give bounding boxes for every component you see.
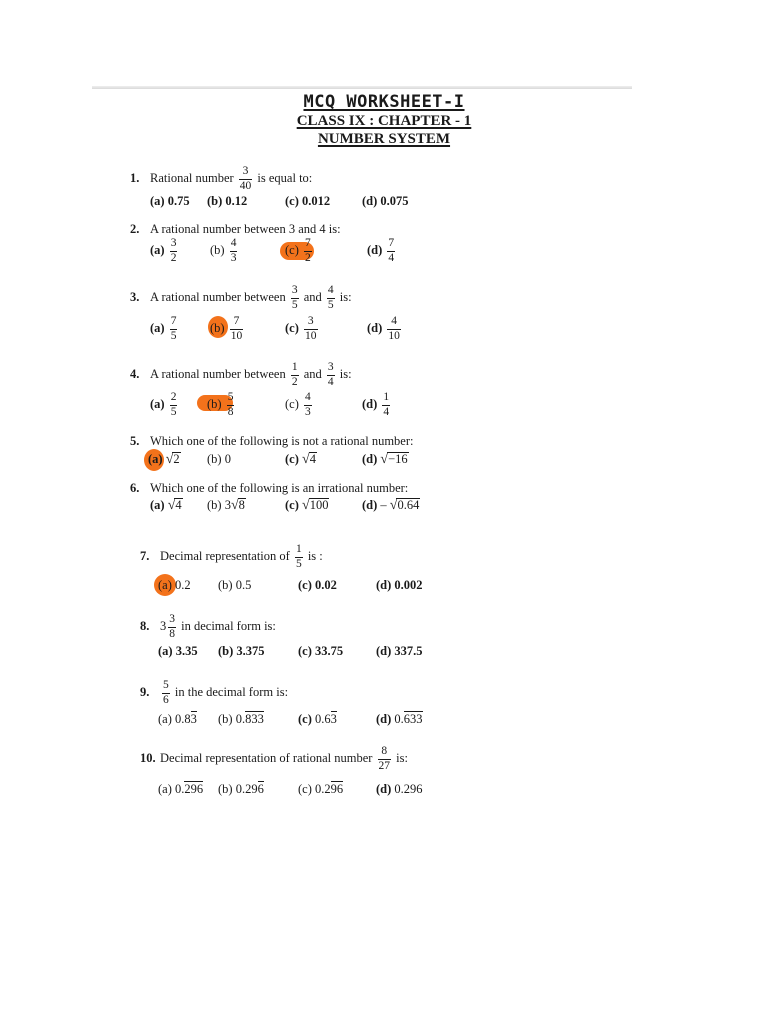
question-9: 9. $\frac{5}{6}$ in the decimal form is: [140, 679, 289, 706]
question-6: 6. Which one of the following is an irrational number: [130, 481, 409, 495]
q2-option-a[interactable]: (a) $\frac{3}{2}$ [150, 237, 177, 264]
q8-option-a[interactable]: (a) 3.35 [158, 644, 198, 658]
q7-option-b[interactable]: (b) 0.5 [218, 578, 252, 592]
q1-option-c[interactable]: (c) 0.012 [285, 194, 331, 208]
q8-option-b[interactable]: (b) 3.375 [218, 644, 265, 658]
q4-option-b[interactable]: (b) $\frac{5}{8}$ [207, 391, 234, 418]
q5-option-c[interactable]: (c) √ 4 [285, 452, 316, 467]
q5-option-d[interactable]: (d) √ −16 [362, 452, 408, 467]
q7-option-d[interactable]: (d) 0.002 [376, 578, 423, 592]
q6-option-a[interactable]: (a) √ 4 [150, 498, 182, 513]
q3-option-b[interactable]: (b) $\frac{7}{10}$ [210, 315, 243, 342]
q8-option-d[interactable]: (d) 337.5 [376, 644, 423, 658]
worksheet-title: MCQ WORKSHEET-I [303, 92, 465, 112]
q3-option-a[interactable]: (a) $\frac{7}{5}$ [150, 315, 177, 342]
q6-option-b[interactable]: (b) 3 √ 8 [207, 498, 245, 513]
question-1: 1. Rational number $\frac{3}{40}$ is equal to: [130, 165, 313, 192]
fraction: $\frac{3}{40}$ [239, 165, 252, 192]
q10-option-d[interactable]: (d) 0.296 [376, 782, 423, 796]
q10-option-b[interactable]: (b) 0.296 [218, 782, 264, 796]
q1-option-b[interactable]: (b) 0.12 [207, 194, 248, 208]
top-divider [92, 86, 632, 89]
question-2: 2. A rational number between 3 and 4 is: [130, 222, 341, 236]
question-4: 4. A rational number between $\frac{1}{2}$ and $\frac{3}{4}$ is: [130, 361, 352, 388]
q8-option-c[interactable]: (c) 33.75 [298, 644, 344, 658]
q9-option-b[interactable]: (b) 0.833 [218, 712, 264, 726]
q7-option-a[interactable]: (a) 0.2 [158, 578, 191, 592]
q4-option-d[interactable]: (d) $\frac{1}{4}$ [362, 391, 390, 418]
question-7: 7. Decimal representation of $\frac{1}{5}$ is : [140, 543, 323, 570]
q4-option-c[interactable]: (c) $\frac{4}{3}$ [285, 391, 311, 418]
question-10: 10. Decimal representation of rational number $\frac{8}{27}$ is: [140, 745, 408, 772]
question-8: 8. 3 $\frac{3}{8}$ in decimal form is: [140, 613, 276, 640]
q3-option-d[interactable]: (d) $\frac{4}{10}$ [367, 315, 400, 342]
q5-option-b[interactable]: (b) 0 [207, 452, 231, 466]
q2-option-b[interactable]: (b) $\frac{4}{3}$ [210, 237, 237, 264]
q3-option-c[interactable]: (c) $\frac{3}{10}$ [285, 315, 317, 342]
question-5: 5. Which one of the following is not a rational number: [130, 434, 414, 448]
q10-option-c[interactable]: (c) 0.296 [298, 782, 344, 796]
q9-option-d[interactable]: (d) 0.633 [376, 712, 423, 726]
q7-option-c[interactable]: (c) 0.02 [298, 578, 337, 592]
q1-option-a[interactable]: (a) 0.75 [150, 194, 190, 208]
q6-option-d[interactable]: (d) – √ 0.64 [362, 498, 420, 513]
q10-option-a[interactable]: (a) 0.296 [158, 782, 204, 796]
class-line: CLASS IX : CHAPTER - 1 [296, 113, 472, 129]
q4-option-a[interactable]: (a) $\frac{2}{5}$ [150, 391, 177, 418]
q2-option-d[interactable]: (d) $\frac{7}{4}$ [367, 237, 395, 264]
question-3: 3. A rational number between $\frac{3}{5}$ and $\frac{4}{5}$ is: [130, 284, 352, 311]
subject-line: NUMBER SYSTEM [317, 131, 451, 147]
q1-option-d[interactable]: (d) 0.075 [362, 194, 409, 208]
q6-option-c[interactable]: (c) √ 100 [285, 498, 329, 513]
q9-option-c[interactable]: (c) 0.63 [298, 712, 337, 726]
q5-option-a[interactable]: (a) √ 2 [148, 452, 180, 467]
q2-option-c[interactable]: (c) $\frac{7}{2}$ [285, 237, 311, 264]
q9-option-a[interactable]: (a) 0.83 [158, 712, 197, 726]
